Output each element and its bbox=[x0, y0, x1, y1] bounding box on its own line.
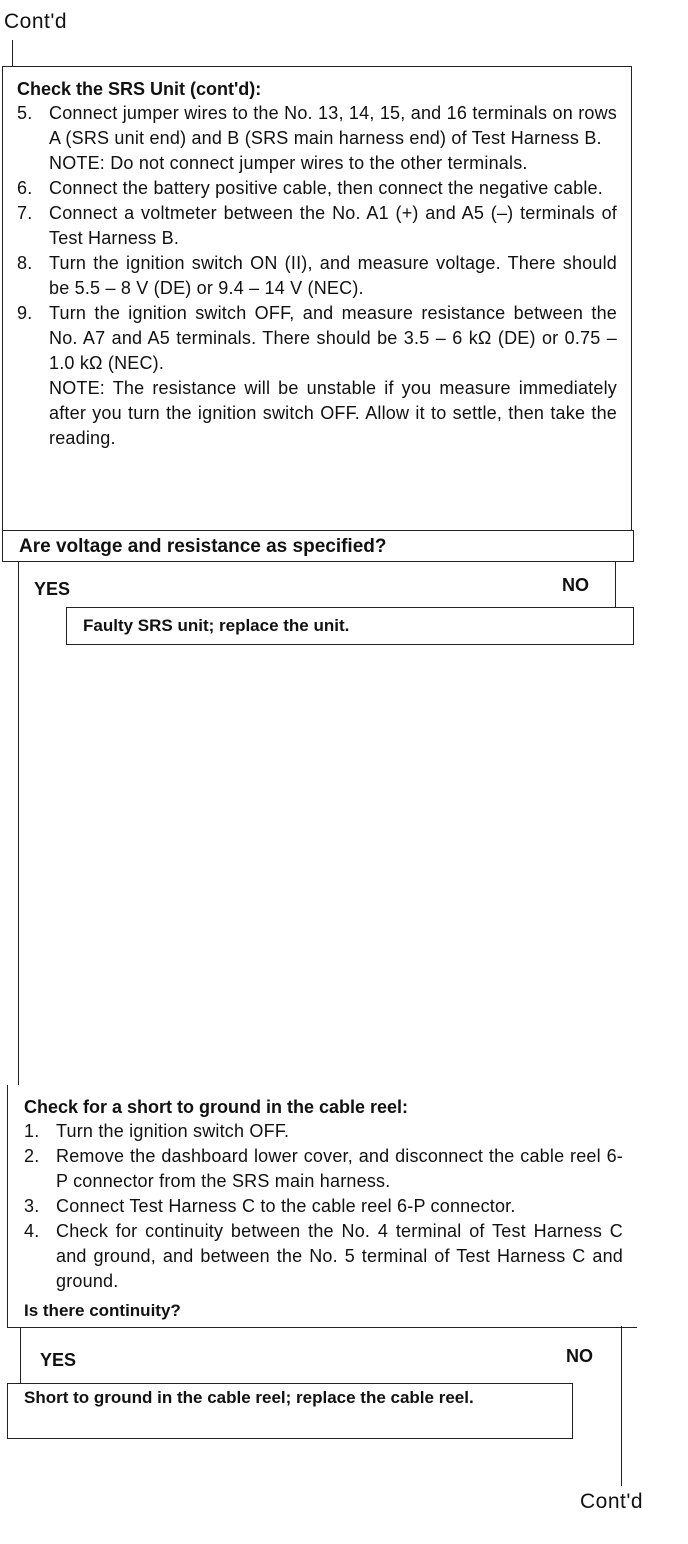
step-number: 3. bbox=[24, 1196, 40, 1216]
step-item bbox=[24, 1119, 623, 1144]
no-branch-line bbox=[621, 1326, 622, 1486]
no-label: NO bbox=[566, 1346, 593, 1366]
contd-bottom-label: Cont'd bbox=[580, 1490, 644, 1513]
step-text: Connect a voltmeter between the No. A1 (+) and A5 (–) terminals of Test Harness B. bbox=[49, 203, 617, 248]
step-number: 6. bbox=[17, 178, 33, 198]
cable-reel-steps-list bbox=[24, 1119, 623, 1294]
srs-unit-check-box bbox=[2, 66, 632, 532]
step-body bbox=[49, 101, 617, 176]
step-text: Connect jumper wires to the No. 13, 14, 15, and 16 terminals on rows A (SRS unit end) and B (SRS main harness end) of Test Harness B. bbox=[49, 103, 617, 148]
voltage-resistance-question-box bbox=[2, 530, 634, 562]
cable-reel-check-title: Check for a short to ground in the cable reel: bbox=[24, 1097, 409, 1117]
step-text: Remove the dashboard lower cover, and disconnect the cable reel 6-P connector from the SRS main harness. bbox=[56, 1146, 623, 1191]
no-label: NO bbox=[562, 575, 589, 595]
continuity-question-box bbox=[7, 1296, 637, 1328]
step-number: 5. bbox=[17, 103, 33, 123]
no-branch-line bbox=[615, 562, 616, 608]
question-text: Is there continuity? bbox=[24, 1301, 181, 1320]
step-text: Turn the ignition switch OFF. bbox=[56, 1121, 290, 1141]
yes-branch-line bbox=[20, 1328, 21, 1384]
cable-reel-check-box bbox=[7, 1085, 637, 1297]
short-to-ground-result-box bbox=[7, 1383, 573, 1439]
srs-check-title: Check the SRS Unit (cont'd): bbox=[17, 79, 262, 99]
step-item bbox=[17, 176, 617, 201]
step-item bbox=[24, 1194, 623, 1219]
question-text: Are voltage and resistance as specified? bbox=[19, 536, 387, 557]
step-number: 4. bbox=[24, 1221, 40, 1241]
step-item bbox=[24, 1219, 623, 1294]
step-text: Connect the battery positive cable, then connect the negative cable. bbox=[49, 178, 603, 198]
step-number: 1. bbox=[24, 1121, 40, 1141]
step-note: NOTE: Do not connect jumper wires to the other terminals. bbox=[49, 153, 528, 173]
step-number: 7. bbox=[17, 203, 33, 223]
step-text: Turn the ignition switch OFF, and measure resistance between the No. A7 and A5 terminals. There should be 3.5 – 6 kΩ (DE) or 0.75 – 1.0 kΩ (NEC). bbox=[49, 303, 617, 373]
step-text: Connect Test Harness C to the cable reel 6-P connector. bbox=[56, 1196, 516, 1216]
step-item bbox=[17, 301, 617, 451]
step-number: 9. bbox=[17, 303, 33, 323]
step-item bbox=[17, 101, 617, 176]
step-item bbox=[17, 201, 617, 251]
result-text: Short to ground in the cable reel; replace the cable reel. bbox=[24, 1388, 474, 1407]
step-note: NOTE: The resistance will be unstable if you measure immediately after you turn the ignition switch OFF. Allow it to settle, then take the reading. bbox=[49, 378, 617, 448]
yes-branch-line bbox=[18, 562, 19, 1086]
step-number: 2. bbox=[24, 1146, 40, 1166]
step-item bbox=[17, 251, 617, 301]
srs-steps-list bbox=[17, 101, 617, 451]
step-number: 8. bbox=[17, 253, 33, 273]
result-text: Faulty SRS unit; replace the unit. bbox=[83, 616, 350, 635]
contd-top-label: Cont'd bbox=[4, 10, 68, 33]
step-item bbox=[24, 1144, 623, 1194]
yes-label: YES bbox=[40, 1350, 77, 1370]
step-text: Check for continuity between the No. 4 terminal of Test Harness C and ground, and between the No. 5 terminal of Test Harness C and ground. bbox=[56, 1221, 623, 1291]
yes-label: YES bbox=[34, 579, 71, 599]
step-body bbox=[49, 301, 617, 451]
faulty-srs-unit-result-box bbox=[66, 607, 634, 645]
step-text: Turn the ignition switch ON (II), and measure voltage. There should be 5.5 – 8 V (DE) or 9.4 – 14 V (NEC). bbox=[49, 253, 617, 298]
connector-line bbox=[12, 40, 13, 68]
